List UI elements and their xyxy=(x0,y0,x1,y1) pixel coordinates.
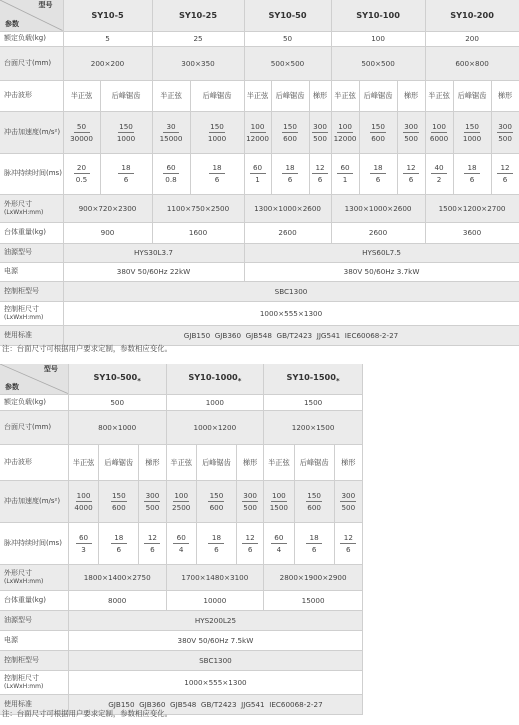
duration-cell: $\frac{60}{1}$ xyxy=(244,153,271,194)
waveform-cell: 梯形 xyxy=(397,80,425,111)
waveform-cell: 半正弦 xyxy=(331,80,359,111)
row-label: 脉冲持续时间(ms) xyxy=(0,522,68,564)
cabinet-dims-value: 1000×555×1300 xyxy=(68,670,362,694)
weight-value: 3600 xyxy=(425,222,519,243)
standard-value: GJB150 GJB360 GJB548 GB/T2423 JJG541 IEC60068-2-27 xyxy=(63,325,519,345)
duration-cell: $\frac{60}{4}$ xyxy=(166,522,196,564)
duration-cell: $\frac{12}{6}$ xyxy=(397,153,425,194)
row-label: 油源型号 xyxy=(0,610,68,630)
weight-value: 15000 xyxy=(264,590,363,610)
weight-value: 1600 xyxy=(152,222,244,243)
model-name: SY10-50 xyxy=(244,0,331,31)
model-name: SY10-100 xyxy=(331,0,425,31)
row-label: 使用标准 xyxy=(0,694,68,714)
accel-cell: $\frac{150}{1000}$ xyxy=(190,111,244,153)
dims-value: 1100×750×2500 xyxy=(152,194,244,222)
table-size-value: 200×200 xyxy=(63,46,152,80)
power-value: 380V 50/60Hz 3.7kW xyxy=(244,262,519,281)
load-value: 5 xyxy=(63,31,152,46)
pump-value: HYS200L25 xyxy=(68,610,362,630)
duration-cell: $\frac{60}{4}$ xyxy=(264,522,294,564)
accel-cell: $\frac{150}{1000}$ xyxy=(453,111,491,153)
accel-cell: $\frac{150}{1000}$ xyxy=(100,111,152,153)
waveform-cell: 后峰锯齿 xyxy=(190,80,244,111)
table-size-value: 500×500 xyxy=(331,46,425,80)
spec-table-1 xyxy=(0,0,519,346)
accel-cell: $\frac{300}{500}$ xyxy=(309,111,331,153)
duration-cell: $\frac{12}{6}$ xyxy=(491,153,519,194)
row-label: 控制柜型号 xyxy=(0,650,68,670)
row-label: 额定负载(kg) xyxy=(0,394,68,410)
load-value: 1500 xyxy=(264,394,363,410)
row-label: 使用标准 xyxy=(0,325,63,345)
table-size-value: 300×350 xyxy=(152,46,244,80)
weight-value: 10000 xyxy=(166,590,264,610)
footnote: 注：台面尺寸可根据用户要求定制，参数相应变化。 xyxy=(2,709,172,718)
power-value: 380V 50/60Hz 7.5kW xyxy=(68,630,362,650)
dims-value: 2800×1900×2900 xyxy=(264,564,363,590)
waveform-cell: 半正弦 xyxy=(166,444,196,480)
table-size-value: 1200×1500 xyxy=(264,410,363,444)
row-label: 台面尺寸(mm) xyxy=(0,410,68,444)
accel-cell: $\frac{300}{500}$ xyxy=(237,480,264,522)
model-header: 型号 xyxy=(38,1,53,9)
duration-cell: $\frac{60}{0.8}$ xyxy=(152,153,190,194)
load-value: 500 xyxy=(68,394,166,410)
duration-cell: $\frac{18}{6}$ xyxy=(99,522,139,564)
waveform-cell: 后峰锯齿 xyxy=(100,80,152,111)
dims-value: 1800×1400×2750 xyxy=(68,564,166,590)
weight-value: 2600 xyxy=(244,222,331,243)
model-name: SY10-1500* xyxy=(264,364,363,394)
pump-value: HYS30L3.7 xyxy=(63,243,244,262)
duration-cell: $\frac{12}{6}$ xyxy=(139,522,166,564)
model-name: SY10-500* xyxy=(68,364,166,394)
row-label: 冲击波形 xyxy=(0,444,68,480)
waveform-cell: 后峰锯齿 xyxy=(359,80,397,111)
accel-cell: $\frac{100}{2500}$ xyxy=(166,480,196,522)
model-name: SY10-1000* xyxy=(166,364,264,394)
waveform-cell: 后峰锯齿 xyxy=(453,80,491,111)
star-mark: * xyxy=(335,376,340,385)
duration-cell: $\frac{12}{6}$ xyxy=(334,522,362,564)
header-diagonal-cell xyxy=(0,364,68,394)
load-value: 100 xyxy=(331,31,425,46)
row-label: 油源型号 xyxy=(0,243,63,262)
duration-cell: $\frac{18}{6}$ xyxy=(190,153,244,194)
row-label: 控制柜尺寸 (LxWxH:mm) xyxy=(0,670,68,694)
footnote: 注：台面尺寸可根据用户要求定制，参数相应变化。 xyxy=(2,344,172,353)
row-label: 台体重量(kg) xyxy=(0,590,68,610)
accel-cell: $\frac{100}{6000}$ xyxy=(425,111,453,153)
cabinet-dims-value: 1000×555×1300 xyxy=(63,301,519,325)
accel-cell: $\frac{100}{1500}$ xyxy=(264,480,294,522)
model-header: 型号 xyxy=(43,365,58,373)
param-header: 参数 xyxy=(5,19,19,28)
row-label: 冲击波形 xyxy=(0,80,63,111)
waveform-cell: 梯形 xyxy=(139,444,166,480)
row-label: 冲击加速度(m/s²) xyxy=(0,111,63,153)
row-label: 电源 xyxy=(0,630,68,650)
duration-cell: $\frac{20}{0.5}$ xyxy=(63,153,100,194)
waveform-cell: 梯形 xyxy=(237,444,264,480)
accel-cell: $\frac{100}{4000}$ xyxy=(68,480,98,522)
weight-value: 8000 xyxy=(68,590,166,610)
row-label: 冲击加速度(m/s²) xyxy=(0,480,68,522)
waveform-cell: 半正弦 xyxy=(152,80,190,111)
load-value: 200 xyxy=(425,31,519,46)
standard-value: GJB150 GJB360 GJB548 GB/T2423 JJG541 IEC60068-2-27 xyxy=(68,694,362,714)
accel-cell: $\frac{150}{600}$ xyxy=(99,480,139,522)
waveform-cell: 半正弦 xyxy=(264,444,294,480)
duration-cell: $\frac{18}{6}$ xyxy=(294,522,334,564)
waveform-cell: 梯形 xyxy=(491,80,519,111)
duration-cell: $\frac{18}{6}$ xyxy=(100,153,152,194)
waveform-cell: 后峰锯齿 xyxy=(271,80,309,111)
dims-value: 1300×1000×2600 xyxy=(331,194,425,222)
pump-value: HYS60L7.5 xyxy=(244,243,519,262)
waveform-cell: 半正弦 xyxy=(68,444,98,480)
accel-cell: $\frac{300}{500}$ xyxy=(334,480,362,522)
accel-cell: $\frac{50}{30000}$ xyxy=(63,111,100,153)
waveform-cell: 梯形 xyxy=(334,444,362,480)
load-value: 25 xyxy=(152,31,244,46)
model-name: SY10-5 xyxy=(63,0,152,31)
load-value: 1000 xyxy=(166,394,264,410)
accel-cell: $\frac{30}{15000}$ xyxy=(152,111,190,153)
row-label: 台面尺寸(mm) xyxy=(0,46,63,80)
header-diagonal-cell xyxy=(0,0,63,31)
duration-cell: $\frac{60}{1}$ xyxy=(331,153,359,194)
duration-cell: $\frac{12}{6}$ xyxy=(237,522,264,564)
waveform-cell: 后峰锯齿 xyxy=(99,444,139,480)
accel-cell: $\frac{150}{600}$ xyxy=(359,111,397,153)
accel-cell: $\frac{100}{12000}$ xyxy=(331,111,359,153)
dims-value: 1300×1000×2600 xyxy=(244,194,331,222)
row-label: 外形尺寸 (LxWxH:mm) xyxy=(0,194,63,222)
duration-cell: $\frac{12}{6}$ xyxy=(309,153,331,194)
model-name: SY10-200 xyxy=(425,0,519,31)
dims-value: 1700×1480×3100 xyxy=(166,564,264,590)
table-size-value: 500×500 xyxy=(244,46,331,80)
duration-cell: $\frac{18}{6}$ xyxy=(359,153,397,194)
accel-cell: $\frac{150}{600}$ xyxy=(196,480,236,522)
duration-cell: $\frac{40}{2}$ xyxy=(425,153,453,194)
power-value: 380V 50/60Hz 22kW xyxy=(63,262,244,281)
duration-cell: $\frac{18}{6}$ xyxy=(453,153,491,194)
row-label: 电源 xyxy=(0,262,63,281)
row-label: 脉冲持续时间(ms) xyxy=(0,153,63,194)
dims-value: 1500×1200×2700 xyxy=(425,194,519,222)
table-size-value: 600×800 xyxy=(425,46,519,80)
weight-value: 900 xyxy=(63,222,152,243)
waveform-cell: 半正弦 xyxy=(63,80,100,111)
duration-cell: $\frac{60}{3}$ xyxy=(68,522,98,564)
accel-cell: $\frac{300}{500}$ xyxy=(397,111,425,153)
accel-cell: $\frac{100}{12000}$ xyxy=(244,111,271,153)
table-size-value: 1000×1200 xyxy=(166,410,264,444)
row-label: 控制柜尺寸 (LxWxH:mm) xyxy=(0,301,63,325)
cabinet-value: SBC1300 xyxy=(68,650,362,670)
accel-cell: $\frac{300}{500}$ xyxy=(139,480,166,522)
accel-cell: $\frac{150}{600}$ xyxy=(294,480,334,522)
dims-value: 900×720×2300 xyxy=(63,194,152,222)
row-label: 台体重量(kg) xyxy=(0,222,63,243)
waveform-cell: 半正弦 xyxy=(425,80,453,111)
weight-value: 2600 xyxy=(331,222,425,243)
star-mark: * xyxy=(137,376,141,385)
row-label: 控制柜型号 xyxy=(0,281,63,301)
waveform-cell: 半正弦 xyxy=(244,80,271,111)
model-name: SY10-25 xyxy=(152,0,244,31)
spec-table-2 xyxy=(0,364,363,715)
load-value: 50 xyxy=(244,31,331,46)
waveform-cell: 后峰锯齿 xyxy=(294,444,334,480)
accel-cell: $\frac{300}{500}$ xyxy=(491,111,519,153)
table-size-value: 800×1000 xyxy=(68,410,166,444)
waveform-cell: 梯形 xyxy=(309,80,331,111)
waveform-cell: 后峰锯齿 xyxy=(196,444,236,480)
star-mark: * xyxy=(237,376,242,385)
accel-cell: $\frac{150}{600}$ xyxy=(271,111,309,153)
param-header: 参数 xyxy=(5,382,19,391)
duration-cell: $\frac{18}{6}$ xyxy=(271,153,309,194)
row-label: 额定负载(kg) xyxy=(0,31,63,46)
row-label: 外形尺寸 (LxWxH:mm) xyxy=(0,564,68,590)
duration-cell: $\frac{18}{6}$ xyxy=(196,522,236,564)
cabinet-value: SBC1300 xyxy=(63,281,519,301)
